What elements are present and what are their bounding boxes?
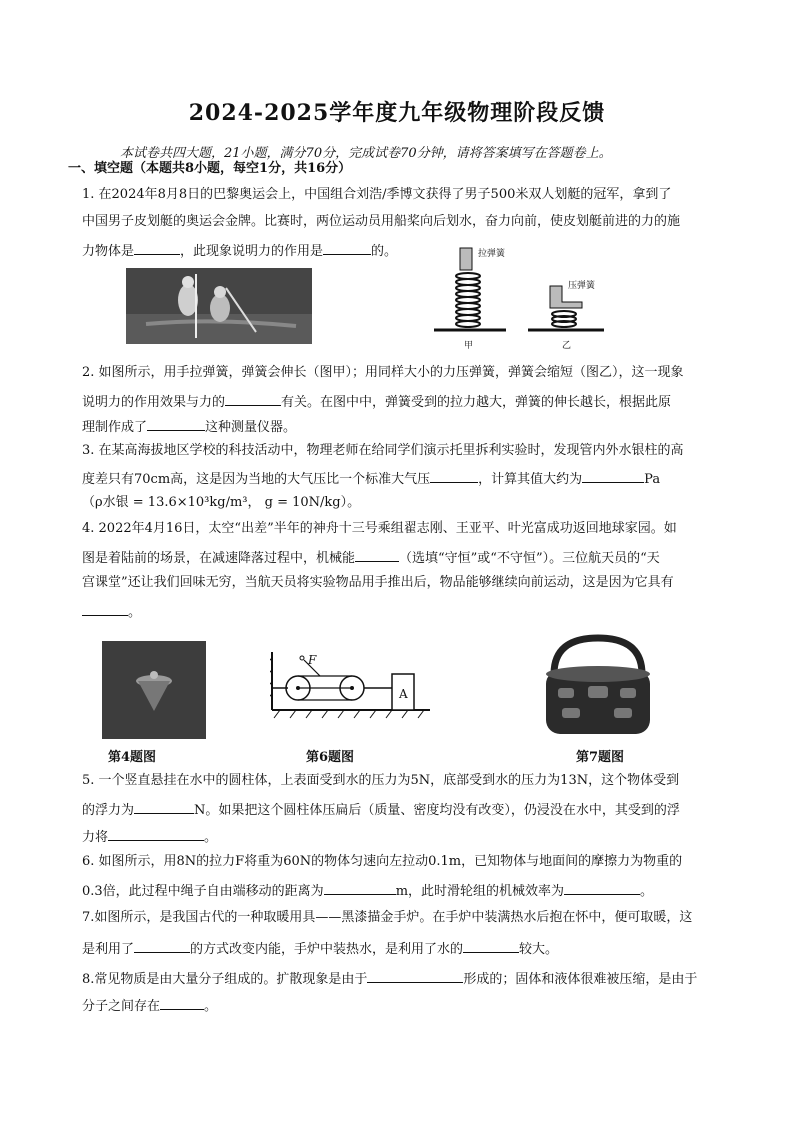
q8-blank-2[interactable] [160,995,204,1010]
q4-landing-photo [102,641,206,739]
caption-q6: 第6题图 [306,750,355,765]
pulley-figure [270,648,432,720]
q7-line1: 7.如图所示，是我国古代的一种取暖用具——黑漆描金手炉。在手炉中装满热水后抱在怀中，便可取暖，这 [82,910,693,925]
q3-line2 [82,468,722,489]
q4-line1: 4. 2022年4月16日，太空“出差”半年的神舟十三号乘组翟志刚、王亚平、叶光富成功返回地球家园。如 [82,521,677,536]
q5-blank-1[interactable] [134,799,194,814]
block-a-label: A [399,687,408,701]
q8-text-b: 形成的；固体和液体很难被压缩，是由于 [463,972,698,987]
q8-text-a: 8.常见物质是由大量分子组成的。扩散现象是由于 [82,972,368,987]
landing-photo-image [102,641,206,739]
q6-line2 [82,880,722,901]
q1-text-a: 力物体是 [82,244,135,259]
spring-label-a: 拉弹簧 [478,249,506,259]
q4-blank-1[interactable] [355,547,399,562]
q2-blank-1[interactable] [225,391,281,406]
rowing-photo [126,268,312,344]
q6-text-b: m，此时滑轮组的机械效率为 [395,884,565,899]
q1-text-b: ，此现象说明力的作用是 [180,244,324,259]
q8-text-c: 分子之间存在 [82,999,161,1014]
q1-line3 [82,240,722,261]
q8-line2 [82,995,722,1016]
q6-text-a: 0.3倍，此过程中绳子自由端移动的距离为 [82,884,324,899]
q5-text-c: 力将 [82,830,109,845]
q7-text-b: 的方式改变内能，手炉中装热水，是利用了水的 [190,942,464,957]
q6-text-c: 。 [640,884,654,899]
q8-line1 [82,968,722,989]
q2-line3 [82,416,722,437]
spring-caption-a: 甲 [464,341,474,351]
q3-text-b: ，计算其值大约为 [478,472,583,487]
q4-line2 [82,547,722,568]
page-title: 2024-2025学年度九年级物理阶段反馈 [188,100,606,126]
q7-line2 [82,938,722,959]
q2-line2 [82,391,722,412]
q8-text-d: 。 [204,999,218,1014]
q7-text-c: 较大。 [519,942,559,957]
q1-blank-2[interactable] [323,240,371,255]
q1-blank-1[interactable] [134,240,180,255]
q4-blank-2[interactable] [82,601,128,616]
q2-text-c: 理制作成了 [82,420,148,435]
q5-line1: 5. 一个竖直悬挂在水中的圆柱体，上表面受到水的压力为5N，底部受到水的压力为13N，这个物体受到 [82,773,680,788]
caption-q7: 第7题图 [576,750,625,765]
q4-text-a: 图是着陆前的场景，在减速降落过程中，机械能 [82,551,356,566]
spring-figure [432,244,608,352]
q7-blank-1[interactable] [134,938,190,953]
q5-blank-2[interactable] [108,826,204,841]
hand-warmer-figure [540,634,656,738]
q3-blank-1[interactable] [430,468,478,483]
q5-text-d: 。 [204,830,218,845]
q4-line4 [82,601,722,622]
spring-diagram [432,244,608,352]
q2-text-d: 这种测量仪器。 [205,420,297,435]
q1-line2: 中国男子皮划艇的奥运会金牌。比赛时，两位运动员用船桨向后划水，奋力向前，使皮划艇前进的力的施 [82,214,681,229]
q2-line1: 2. 如图所示，用手拉弹簧，弹簧会伸长（图甲）；用同样大小的力压弹簧，弹簧会缩短（图乙），这一现象 [82,365,684,380]
caption-q4: 第4题图 [108,750,157,765]
q5-line2 [82,799,722,820]
q5-text-b: N。如果把这个圆柱体压扁后（质量、密度均没有改变），仍浸没在水中，其受到的浮 [194,803,680,818]
pulley-diagram [270,648,432,720]
q8-blank-1[interactable] [367,968,463,983]
q6-blank-2[interactable] [564,880,640,895]
q3-line1: 3. 在某高海拔地区学校的科技活动中，物理老师在给同学们演示托里拆利实验时，发现管内外水银柱的高 [82,443,684,458]
q5-line3 [82,826,722,847]
q3-text-a: 度差只有70cm高，这是因为当地的大气压比一个标准大气压 [82,472,431,487]
spring-label-b: 压弹簧 [568,281,596,291]
exam-instructions: 本试卷共四大题，21小题，满分70分，完成试卷70分钟，请将答案填写在答题卷上。 [120,146,612,161]
q1-line1: 1. 在2024年8月8日的巴黎奥运会上，中国组合刘浩/季博文获得了男子500米双人划艇的冠军，拿到了 [82,187,672,202]
q4-text-c: 。 [128,605,142,620]
q6-line1: 6. 如图所示，用8N的拉力F将重为60N的物体匀速向左拉动0.1m，已知物体与地面间的摩擦力为物重的 [82,854,683,869]
q2-blank-2[interactable] [147,416,205,431]
spring-caption-b: 乙 [562,341,572,351]
q6-blank-1[interactable] [324,880,396,895]
q3-line3: （ρ水银 = 13.6×10³kg/m³， g = 10N/kg）。 [82,495,361,510]
q2-text-a: 说明力的作用效果与力的 [82,395,226,410]
q4-text-b: （选填“守恒”或“不守恒”）。三位航天员的“天 [399,551,660,566]
q4-line3: 宫课堂”还让我们回味无穷，当航天员将实验物品用手推出后，物品能够继续向前运动，这是因为它具有 [82,575,674,590]
force-f-label: F [308,653,317,667]
q3-blank-2[interactable] [582,468,644,483]
q5-text-a: 的浮力为 [82,803,135,818]
q3-text-c: Pa [644,472,661,487]
q7-blank-2[interactable] [463,938,519,953]
rowing-photo-image [126,268,312,344]
hand-warmer-image [540,634,656,738]
q2-text-b: 有关。在图中中，弹簧受到的拉力越大，弹簧的伸长越长，根据此原 [281,395,672,410]
section-heading: 一、填空题（本题共8小题，每空1分，共16分） [68,161,352,176]
q1-text-c: 的。 [371,244,398,259]
q7-text-a: 是利用了 [82,942,135,957]
